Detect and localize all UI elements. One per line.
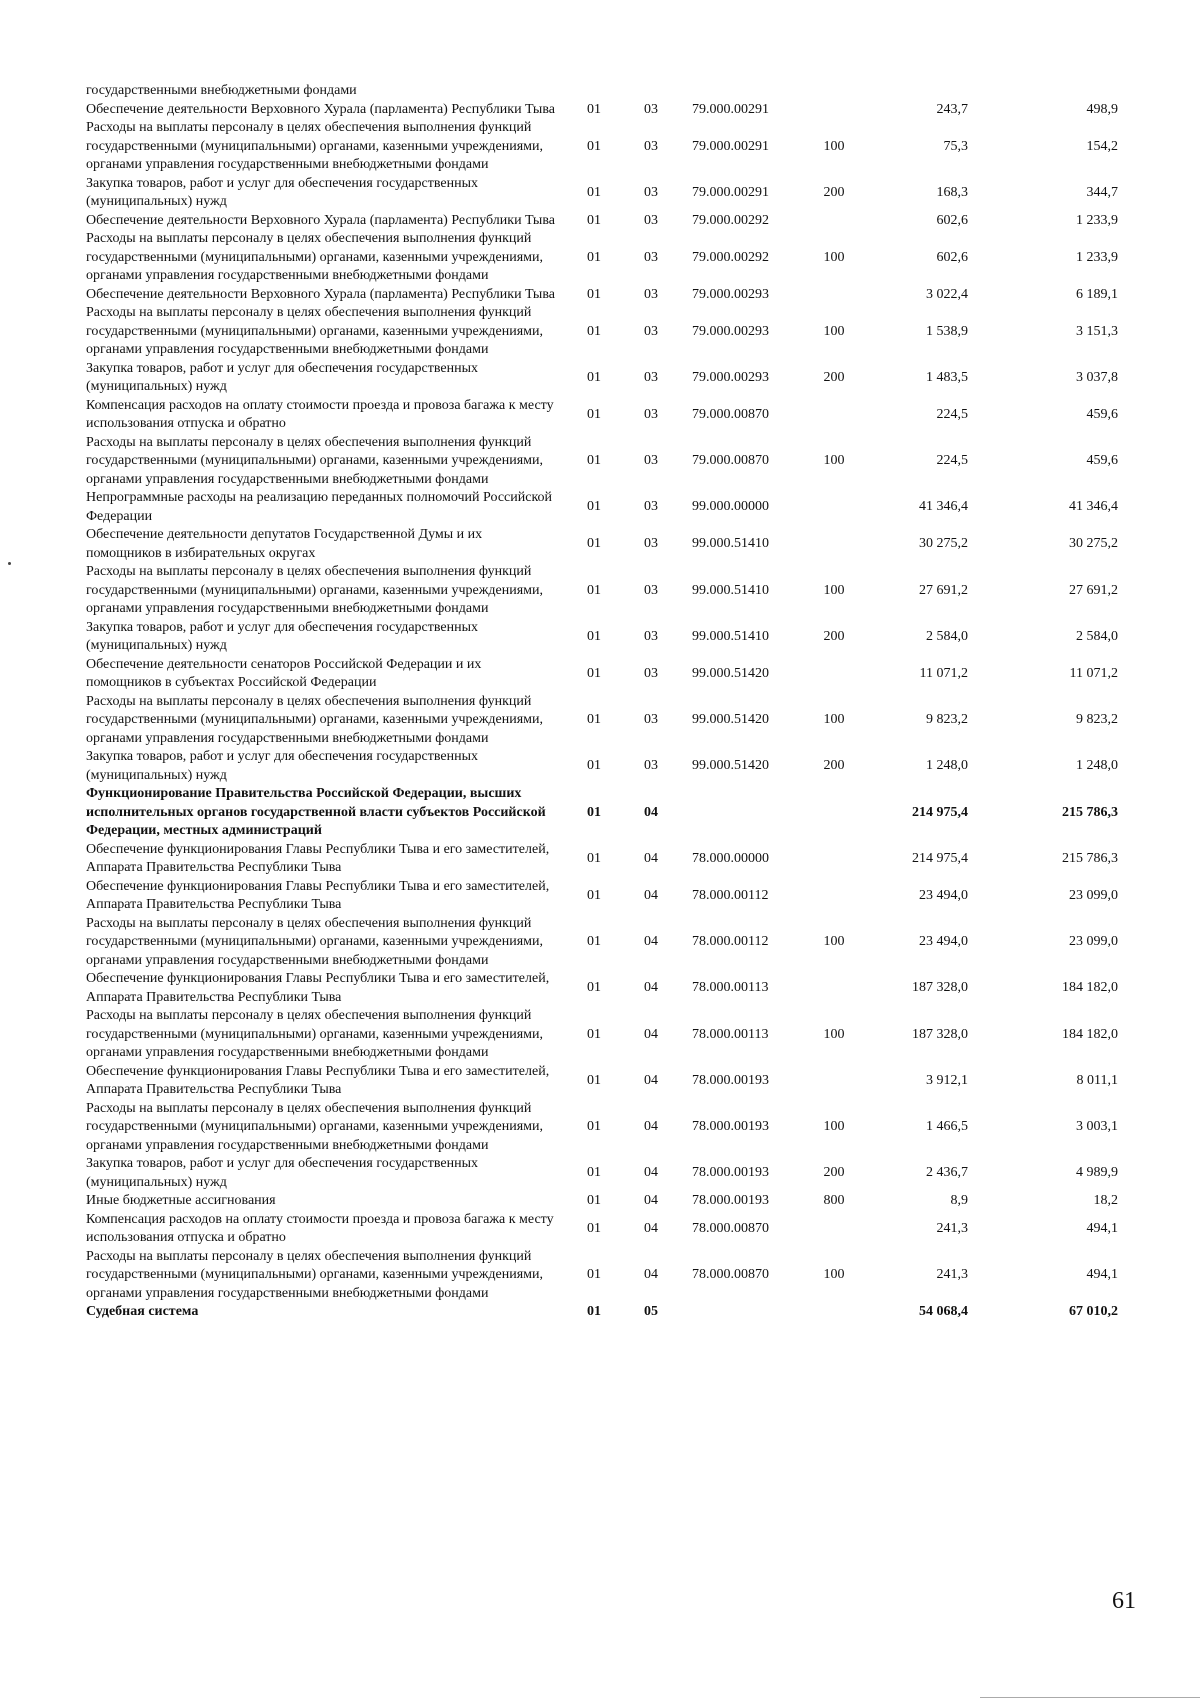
row-name: Расходы на выплаты персоналу в целях обеспечения выполнения функций государственными (муниципальными) органами, казенными учреждениями, органами управления государственными внебюджетными фондами	[86, 434, 543, 487]
row-subsection: 03	[644, 138, 658, 154]
row-target-item: 99.000.51410	[692, 628, 769, 644]
row-name: Иные бюджетные ассигнования	[86, 1193, 276, 1208]
row-amount-year1: 1 538,9	[926, 323, 968, 339]
row-amount-year2: 3 003,1	[1076, 1119, 1118, 1134]
table-row	[86, 878, 1126, 915]
budget-table	[86, 82, 1126, 1322]
row-section: 01	[587, 1119, 601, 1134]
row-subsection: 03	[644, 323, 658, 339]
table-row	[86, 970, 1126, 1007]
row-name: Обеспечение деятельности Верховного Хурала (парламента) Республики Тыва	[86, 212, 555, 228]
row-amount-year1: 1 483,5	[926, 369, 968, 385]
row-name: Закупка товаров, работ и услуг для обеспечения государственных (муниципальных) нужд	[86, 749, 479, 783]
row-subsection: 03	[644, 101, 658, 117]
row-amount-year2: 459,6	[1086, 453, 1118, 468]
row-section: 01	[587, 286, 601, 302]
row-subsection: 04	[644, 934, 658, 949]
row-amount-year2: 6 189,1	[1076, 286, 1118, 302]
row-amount-year1: 2 584,0	[926, 628, 968, 644]
scan-edge-line	[980, 1697, 1200, 1698]
table-row	[86, 304, 1126, 360]
row-subsection: 03	[644, 184, 658, 200]
table-row	[86, 82, 1126, 101]
row-amount-year2: 30 275,2	[1069, 536, 1118, 552]
row-amount-year2: 494,1	[1086, 1267, 1118, 1282]
row-name: Расходы на выплаты персоналу в целях обеспечения выполнения функций государственными (муниципальными) органами, казенными учреждениями, органами управления государственными внебюджетными фондами	[86, 915, 543, 968]
row-name: Обеспечение функционирования Главы Республики Тыва и его заместителей, Аппарата Правительства Республики Тыва	[86, 878, 550, 912]
row-name: Обеспечение функционирования Главы Республики Тыва и его заместителей, Аппарата Правительства Республики Тыва	[86, 971, 550, 1005]
row-subsection: 03	[644, 212, 658, 228]
row-expense-type: 100	[823, 453, 845, 468]
row-target-item: 79.000.00292	[692, 212, 769, 228]
table-row	[86, 526, 1126, 563]
row-name: Расходы на выплаты персоналу в целях обеспечения выполнения функций государственными (муниципальными) органами, казенными учреждениями, органами управления государственными внебюджетными фондами	[86, 120, 543, 172]
row-amount-year2: 41 346,4	[1069, 499, 1118, 515]
table-row	[86, 212, 1126, 231]
row-amount-year2: 23 099,0	[1069, 934, 1118, 949]
table-row	[86, 1303, 1126, 1322]
row-target-item: 99.000.51420	[692, 665, 769, 681]
row-amount-year2: 3 037,8	[1076, 369, 1118, 385]
row-amount-year1: 168,3	[936, 184, 968, 200]
row-section: 01	[587, 323, 601, 339]
row-target-item: 79.000.00293	[692, 369, 769, 385]
row-subsection: 04	[644, 1267, 658, 1282]
row-target-item: 78.000.00870	[692, 1220, 769, 1236]
table-row	[86, 1248, 1126, 1304]
row-expense-type: 200	[823, 758, 845, 774]
row-amount-year2: 459,6	[1086, 406, 1118, 422]
scan-mark	[8, 562, 11, 565]
table-row	[86, 119, 1126, 175]
row-section: 01	[587, 1267, 601, 1282]
row-section: 01	[587, 887, 601, 903]
row-amount-year2: 18,2	[1093, 1193, 1118, 1208]
row-expense-type: 800	[823, 1193, 845, 1208]
row-amount-year2: 344,7	[1086, 184, 1118, 200]
row-amount-year2: 215 786,3	[1062, 850, 1118, 866]
row-expense-type: 100	[823, 1267, 845, 1282]
row-expense-type: 100	[823, 249, 845, 265]
row-subsection: 03	[644, 453, 658, 468]
row-section: 01	[587, 1304, 601, 1319]
row-subsection: 03	[644, 665, 658, 681]
row-section: 01	[587, 1165, 601, 1181]
row-amount-year1: 3 022,4	[926, 286, 968, 302]
row-section: 01	[587, 184, 601, 200]
table-row	[86, 693, 1126, 749]
row-amount-year1: 224,5	[936, 406, 968, 422]
row-name: Обеспечение деятельности сенаторов Российской Федерации и их помощников в субъектах Российской Федерации	[86, 656, 482, 690]
row-name: Закупка товаров, работ и услуг для обеспечения государственных (муниципальных) нужд	[86, 1156, 479, 1190]
row-expense-type: 100	[823, 712, 845, 727]
row-name: Закупка товаров, работ и услуг для обеспечения государственных (муниципальных) нужд	[86, 619, 479, 653]
row-amount-year2: 9 823,2	[1076, 712, 1118, 727]
row-target-item: 99.000.51410	[692, 536, 769, 552]
table-row	[86, 1100, 1126, 1156]
table-row	[86, 489, 1126, 526]
row-amount-year1: 1 466,5	[926, 1119, 968, 1134]
row-expense-type: 200	[823, 184, 845, 200]
row-amount-year1: 23 494,0	[919, 934, 968, 949]
row-amount-year2: 8 011,1	[1076, 1072, 1118, 1088]
row-target-item: 78.000.00112	[692, 934, 769, 949]
table-row	[86, 397, 1126, 434]
row-subsection: 04	[644, 1165, 658, 1181]
row-amount-year2: 184 182,0	[1062, 1026, 1118, 1042]
row-target-item: 79.000.00291	[692, 138, 769, 154]
row-target-item: 99.000.00000	[692, 499, 769, 515]
row-subsection: 03	[644, 249, 658, 265]
row-target-item: 78.000.00112	[692, 887, 769, 903]
row-amount-year1: 243,7	[936, 101, 968, 117]
row-subsection: 04	[644, 850, 658, 866]
row-name: Обеспечение функционирования Главы Республики Тыва и его заместителей, Аппарата Правительства Республики Тыва	[86, 841, 550, 875]
row-target-item: 79.000.00870	[692, 406, 769, 422]
row-amount-year1: 214 975,4	[912, 850, 968, 866]
row-amount-year1: 9 823,2	[926, 712, 968, 727]
row-amount-year1: 54 068,4	[919, 1304, 968, 1319]
table-row	[86, 1155, 1126, 1192]
row-subsection: 03	[644, 582, 658, 598]
row-section: 01	[587, 1220, 601, 1236]
row-amount-year2: 2 584,0	[1076, 628, 1118, 644]
table-row	[86, 1211, 1126, 1248]
table-row	[86, 785, 1126, 841]
row-section: 01	[587, 980, 601, 996]
row-amount-year1: 187 328,0	[912, 980, 968, 996]
row-target-item: 99.000.51410	[692, 582, 769, 598]
row-amount-year1: 187 328,0	[912, 1026, 968, 1042]
row-subsection: 03	[644, 712, 658, 727]
table-row	[86, 1192, 1126, 1211]
row-target-item: 78.000.00113	[692, 980, 769, 996]
row-amount-year1: 214 975,4	[912, 804, 968, 820]
row-amount-year2: 154,2	[1086, 138, 1118, 154]
row-subsection: 04	[644, 980, 658, 996]
row-section: 01	[587, 453, 601, 468]
row-name: Закупка товаров, работ и услуг для обеспечения государственных (муниципальных) нужд	[86, 175, 479, 209]
row-amount-year1: 41 346,4	[919, 499, 968, 515]
row-name: Расходы на выплаты персоналу в целях обеспечения выполнения функций государственными (муниципальными) органами, казенными учреждениями, органами управления государственными внебюджетными фондами	[86, 305, 543, 357]
row-name: Расходы на выплаты персоналу в целях обеспечения выполнения функций государственными (муниципальными) органами, казенными учреждениями, органами управления государственными внебюджетными фондами	[86, 564, 543, 616]
row-name: Расходы на выплаты персоналу в целях обеспечения выполнения функций государственными (муниципальными) органами, казенными учреждениями, органами управления государственными внебюджетными фондами	[86, 1248, 543, 1301]
row-amount-year2: 1 233,9	[1076, 249, 1118, 265]
row-name: Функционирование Правительства Российской Федерации, высших исполнительных органов государственной власти субъектов Российской Федерации, местных администраций	[86, 786, 546, 838]
row-amount-year1: 30 275,2	[919, 536, 968, 552]
page-number: 61	[1112, 1588, 1136, 1614]
row-subsection: 03	[644, 758, 658, 774]
row-subsection: 04	[644, 1026, 658, 1042]
row-amount-year2: 498,9	[1086, 101, 1118, 117]
row-target-item: 79.000.00293	[692, 286, 769, 302]
row-expense-type: 100	[823, 138, 845, 154]
row-target-item: 78.000.00000	[692, 850, 769, 866]
row-name: Обеспечение деятельности депутатов Государственной Думы и их помощников в избирательных округах	[86, 527, 483, 561]
row-subsection: 04	[644, 1072, 658, 1088]
row-amount-year2: 1 248,0	[1076, 758, 1118, 774]
table-row	[86, 230, 1126, 286]
row-target-item: 79.000.00292	[692, 249, 769, 265]
row-section: 01	[587, 712, 601, 727]
row-section: 01	[587, 665, 601, 681]
row-target-item: 78.000.00870	[692, 1267, 769, 1282]
row-name: Расходы на выплаты персоналу в целях обеспечения выполнения функций государственными (муниципальными) органами, казенными учреждениями, органами управления государственными внебюджетными фондами	[86, 1100, 543, 1153]
row-amount-year1: 241,3	[936, 1267, 968, 1282]
table-row	[86, 619, 1126, 656]
row-amount-year2: 4 989,9	[1076, 1165, 1118, 1181]
row-name: Обеспечение деятельности Верховного Хурала (парламента) Республики Тыва	[86, 286, 555, 302]
table-row	[86, 915, 1126, 971]
row-name: Судебная система	[86, 1304, 199, 1319]
row-subsection: 03	[644, 536, 658, 552]
row-subsection: 04	[644, 1220, 658, 1236]
row-name: Расходы на выплаты персоналу в целях обеспечения выполнения функций государственными (муниципальными) органами, казенными учреждениями, органами управления государственными внебюджетными фондами	[86, 231, 543, 283]
row-subsection: 03	[644, 499, 658, 515]
row-expense-type: 200	[823, 628, 845, 644]
row-target-item: 79.000.00293	[692, 323, 769, 339]
row-section: 01	[587, 369, 601, 385]
row-amount-year2: 3 151,3	[1076, 323, 1118, 339]
row-name: государственными внебюджетными фондами	[86, 83, 357, 98]
row-amount-year1: 602,6	[936, 212, 968, 228]
row-section: 01	[587, 1193, 601, 1208]
row-amount-year2: 27 691,2	[1069, 582, 1118, 598]
row-name: Расходы на выплаты персоналу в целях обеспечения выполнения функций государственными (муниципальными) органами, казенными учреждениями, органами управления государственными внебюджетными фондами	[86, 693, 543, 746]
row-section: 01	[587, 934, 601, 949]
row-amount-year2: 23 099,0	[1069, 887, 1118, 903]
row-amount-year2: 11 071,2	[1069, 665, 1118, 681]
table-row	[86, 1007, 1126, 1063]
row-name: Компенсация расходов на оплату стоимости проезда и провоза багажа к месту использования отпуска и обратно	[86, 397, 554, 431]
row-target-item: 78.000.00193	[692, 1165, 769, 1181]
row-subsection: 04	[644, 804, 658, 820]
table-row	[86, 656, 1126, 693]
row-section: 01	[587, 499, 601, 515]
row-section: 01	[587, 628, 601, 644]
row-target-item: 78.000.00113	[692, 1026, 769, 1042]
row-amount-year1: 75,3	[943, 138, 968, 154]
row-amount-year1: 11 071,2	[919, 665, 968, 681]
row-amount-year1: 2 436,7	[926, 1165, 968, 1181]
row-section: 01	[587, 138, 601, 154]
row-section: 01	[587, 536, 601, 552]
row-subsection: 05	[644, 1304, 658, 1319]
row-section: 01	[587, 1072, 601, 1088]
row-amount-year1: 8,9	[950, 1193, 968, 1208]
table-row	[86, 360, 1126, 397]
row-name: Расходы на выплаты персоналу в целях обеспечения выполнения функций государственными (муниципальными) органами, казенными учреждениями, органами управления государственными внебюджетными фондами	[86, 1008, 543, 1060]
row-expense-type: 200	[823, 369, 845, 385]
row-name: Обеспечение деятельности Верховного Хурала (парламента) Республики Тыва	[86, 101, 555, 117]
row-section: 01	[587, 850, 601, 866]
row-section: 01	[587, 249, 601, 265]
row-target-item: 78.000.00193	[692, 1072, 769, 1088]
table-row	[86, 101, 1126, 120]
row-expense-type: 100	[823, 934, 845, 949]
row-target-item: 79.000.00291	[692, 101, 769, 117]
row-section: 01	[587, 758, 601, 774]
row-amount-year2: 67 010,2	[1069, 1304, 1118, 1319]
row-name: Непрограммные расходы на реализацию переданных полномочий Российской Федерации	[86, 490, 553, 524]
row-section: 01	[587, 1026, 601, 1042]
row-subsection: 03	[644, 286, 658, 302]
table-row	[86, 286, 1126, 305]
row-amount-year2: 494,1	[1086, 1220, 1118, 1236]
table-row	[86, 841, 1126, 878]
row-section: 01	[587, 804, 601, 820]
row-amount-year1: 602,6	[936, 249, 968, 265]
row-amount-year2: 184 182,0	[1062, 980, 1118, 996]
row-amount-year2: 1 233,9	[1076, 212, 1118, 228]
row-target-item: 79.000.00291	[692, 184, 769, 200]
table-row	[86, 748, 1126, 785]
table-row	[86, 1063, 1126, 1100]
row-amount-year1: 1 248,0	[926, 758, 968, 774]
row-section: 01	[587, 406, 601, 422]
row-amount-year2: 215 786,3	[1062, 804, 1118, 820]
row-amount-year1: 241,3	[936, 1220, 968, 1236]
row-target-item: 79.000.00870	[692, 453, 769, 468]
row-expense-type: 100	[823, 582, 845, 598]
table-row	[86, 563, 1126, 619]
row-section: 01	[587, 212, 601, 228]
table-row	[86, 434, 1126, 490]
row-name: Компенсация расходов на оплату стоимости проезда и провоза багажа к месту использования отпуска и обратно	[86, 1211, 554, 1245]
row-section: 01	[587, 101, 601, 117]
row-target-item: 78.000.00193	[692, 1193, 769, 1208]
row-subsection: 03	[644, 628, 658, 644]
row-target-item: 99.000.51420	[692, 758, 769, 774]
row-name: Обеспечение функционирования Главы Республики Тыва и его заместителей, Аппарата Правительства Республики Тыва	[86, 1063, 550, 1097]
row-subsection: 04	[644, 1193, 658, 1208]
row-target-item: 99.000.51420	[692, 712, 769, 727]
row-amount-year1: 27 691,2	[919, 582, 968, 598]
table-row	[86, 175, 1126, 212]
row-expense-type: 100	[823, 1119, 845, 1134]
row-expense-type: 200	[823, 1165, 845, 1181]
row-amount-year1: 23 494,0	[919, 887, 968, 903]
row-expense-type: 100	[823, 323, 845, 339]
row-subsection: 04	[644, 1119, 658, 1134]
row-subsection: 03	[644, 406, 658, 422]
row-amount-year1: 224,5	[936, 453, 968, 468]
row-target-item: 78.000.00193	[692, 1119, 769, 1134]
row-subsection: 03	[644, 369, 658, 385]
row-subsection: 04	[644, 887, 658, 903]
row-section: 01	[587, 582, 601, 598]
row-amount-year1: 3 912,1	[926, 1072, 968, 1088]
row-name: Закупка товаров, работ и услуг для обеспечения государственных (муниципальных) нужд	[86, 360, 479, 394]
row-expense-type: 100	[823, 1026, 845, 1042]
